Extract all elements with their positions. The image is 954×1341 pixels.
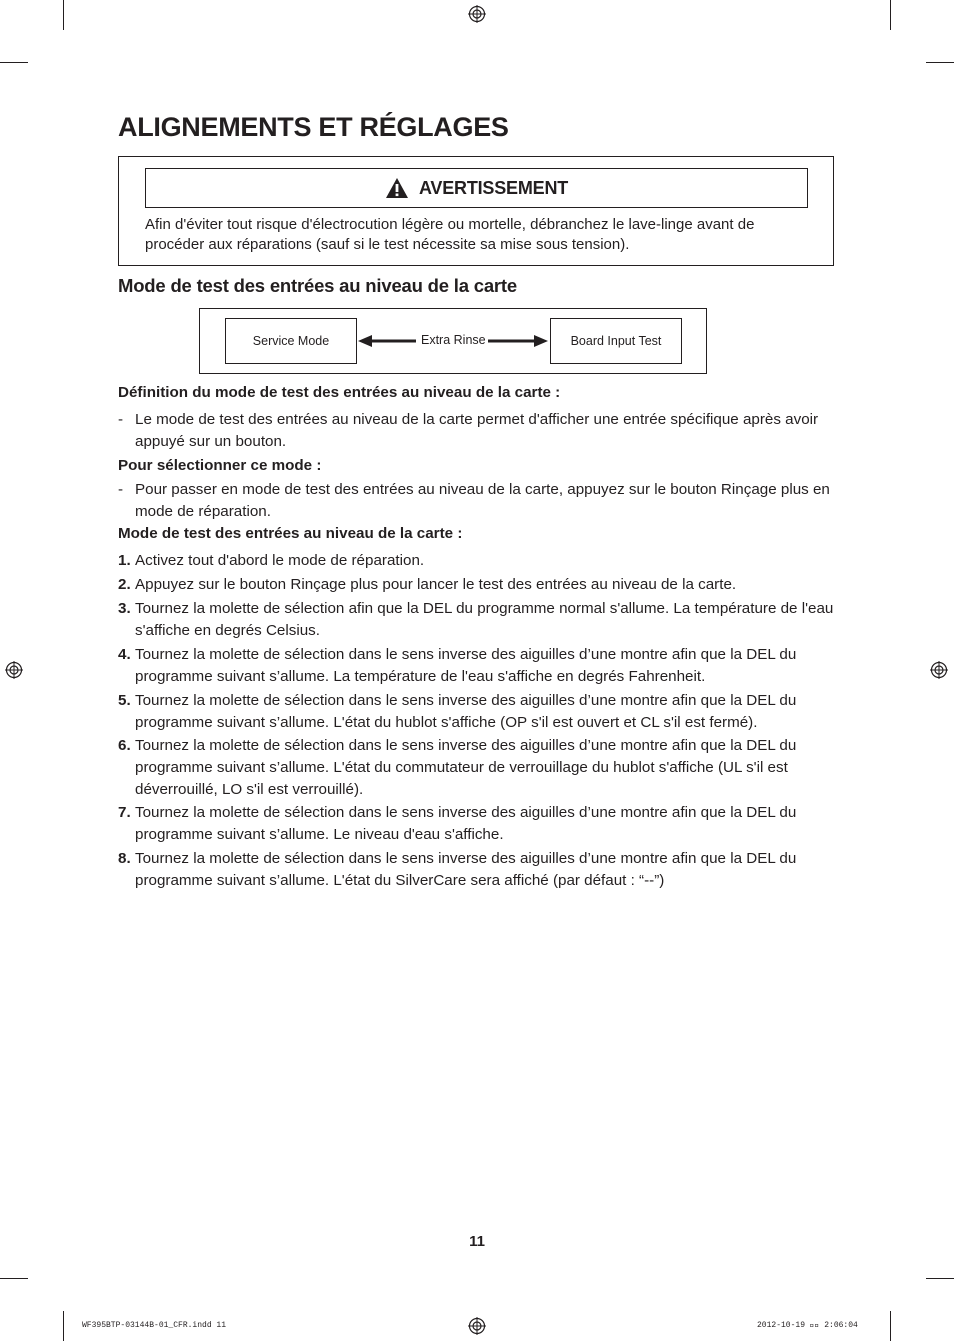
step-number: 5. (118, 692, 131, 709)
crop-mark (63, 1311, 64, 1341)
bullet-dash: - (118, 481, 124, 498)
steps-heading: Mode de test des entrées au niveau de la carte : (118, 525, 463, 542)
step-item (118, 802, 834, 846)
step-number: 4. (118, 646, 131, 663)
step-number: 6. (118, 737, 131, 754)
definition-heading: Définition du mode de test des entrées au niveau de la carte : (118, 384, 561, 401)
crop-mark (890, 1311, 891, 1341)
slug-left: WF395BTP-03144B-01_CFR.indd 11 (82, 1321, 227, 1330)
step-number: 7. (118, 804, 131, 821)
step-text: Tournez la molette de sélection dans le sens inverse des aiguilles d’une montre afin que la DEL du programme suivant s’allume. L'état du hublot s'affiche (OP s'il est ouvert et CL s'il est fermé). (135, 692, 797, 731)
definition-bullet (118, 409, 834, 453)
warning-header (145, 168, 808, 208)
diagram-service-mode-box (225, 318, 357, 364)
step-item (118, 690, 834, 734)
section-title: Mode de test des entrées au niveau de la carte (118, 275, 517, 296)
slug-right: 2012-10-19 ￿￿ 2:06:04 (757, 1321, 858, 1330)
bullet-dash: - (118, 411, 124, 428)
warning-triangle-icon (385, 177, 409, 199)
crop-mark (926, 1278, 954, 1279)
mode-diagram (199, 308, 707, 374)
step-text: Appuyez sur le bouton Rinçage plus pour lancer le test des entrées au niveau de la carte. (135, 576, 737, 593)
step-text: Tournez la molette de sélection dans le sens inverse des aiguilles d’une montre afin que la DEL du programme suivant s’allume. La température de l'eau s'affiche en degrés Fahrenheit. (135, 646, 797, 685)
step-text: Tournez la molette de sélection dans le sens inverse des aiguilles d’une montre afin que la DEL du programme suivant s’allume. L'état du commutateur de verrouillage du hublot s'affiche (UL s'il est déverrouillé, LO s'il est verrouillé). (135, 737, 797, 798)
step-item (118, 598, 834, 642)
warning-box (118, 156, 834, 266)
crop-mark (890, 0, 891, 30)
diagram-right-label: Board Input Test (570, 334, 662, 348)
definition-text: Le mode de test des entrées au niveau de la carte permet d'afficher une entrée spécifique après avoir appuyé sur un bouton. (135, 411, 819, 450)
registration-mark-icon (930, 661, 948, 679)
page-title: ALIGNEMENTS ET RÉGLAGES (118, 112, 509, 142)
step-item (118, 848, 834, 892)
select-heading: Pour sélectionner ce mode : (118, 457, 322, 474)
select-bullet (118, 479, 834, 523)
page-number: 11 (469, 1233, 485, 1250)
step-text: Activez tout d'abord le mode de réparation. (135, 552, 425, 569)
step-text: Tournez la molette de sélection dans le sens inverse des aiguilles d’une montre afin que la DEL du programme suivant s’allume. Le niveau d'eau s'affiche. (135, 804, 797, 843)
crop-mark (0, 62, 28, 63)
diagram-board-input-box (550, 318, 682, 364)
warning-label: AVERTISSEMENT (418, 177, 569, 198)
step-number: 1. (118, 552, 131, 569)
registration-mark-icon (468, 5, 486, 23)
step-item (118, 644, 834, 688)
diagram-left-label: Service Mode (252, 334, 330, 348)
diagram-middle-label: Extra Rinse (421, 333, 486, 347)
step-number: 3. (118, 600, 131, 617)
registration-mark-icon (468, 1317, 486, 1335)
step-item (118, 735, 834, 801)
crop-mark (0, 1278, 28, 1279)
crop-mark (63, 0, 64, 30)
step-number: 2. (118, 576, 131, 593)
step-text: Tournez la molette de sélection afin que la DEL du programme normal s'allume. La température de l'eau s'affiche en degrés Celsius. (135, 600, 834, 639)
step-item (118, 550, 834, 572)
step-number: 8. (118, 850, 131, 867)
registration-mark-icon (5, 661, 23, 679)
select-text: Pour passer en mode de test des entrées au niveau de la carte, appuyez sur le bouton Rinçage plus en mode de réparation. (135, 481, 830, 520)
warning-text: Afin d'éviter tout risque d'électrocution légère ou mortelle, débranchez le lave-linge avant de procéder aux réparations (sauf si le test nécessite sa mise sous tension). (145, 216, 755, 253)
step-text: Tournez la molette de sélection dans le sens inverse des aiguilles d’une montre afin que la DEL du programme suivant s’allume. L'état du SilverCare sera affiché (par défaut : “--”) (135, 850, 797, 889)
crop-mark (926, 62, 954, 63)
step-item (118, 574, 834, 596)
